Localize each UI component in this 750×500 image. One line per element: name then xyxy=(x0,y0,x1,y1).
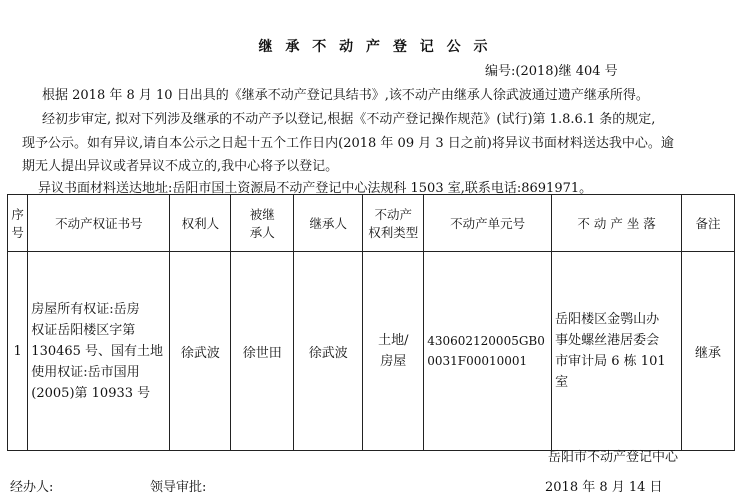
cell-cert-no: 房屋所有权证:岳房 权证岳阳楼区字第 130465 号、国有土地 使用权证:岳市国用 (2005)第 10933 号 xyxy=(28,252,170,451)
table-row xyxy=(8,252,735,451)
cell-heir: 徐武波 xyxy=(294,252,363,451)
header-cert-no: 不动产权证书号 xyxy=(28,195,170,252)
cell-owner: 徐武波 xyxy=(170,252,231,451)
header-note: 备注 xyxy=(682,195,735,252)
table-header-row xyxy=(8,195,735,252)
notice-title: 继 承 不 动 产 登 记 公 示 xyxy=(258,39,492,55)
paragraph-2-line-3: 期无人提出异议或者异议不成立的,我中心将予以登记。 xyxy=(22,159,339,174)
paragraph-1: 根据 2018 年 8 月 10 日出具的《继承不动产登记具结书》,该不动产由继承人徐武波通过遗产继承所得。 xyxy=(42,88,649,103)
issuing-center: 岳阳市不动产登记中心 xyxy=(548,450,679,465)
paragraph-2-line-2: 现予公示。如有异议,请自本公示之日起十五个工作日内(2018 年 09 月 3 日之前)将异议书面材料送达我中心。逾 xyxy=(22,136,674,151)
paragraph-2-line-1: 经初步审定, 拟对下列涉及继承的不动产予以登记,根据《不动产登记操作规范》(试行)第 1.8.6.1 条的规定, xyxy=(42,112,656,127)
cell-seq: 1 xyxy=(8,252,28,451)
header-seq: 序 号 xyxy=(8,195,28,252)
notice-number: 编号:(2018)继 404 号 xyxy=(485,64,618,79)
header-location: 不 动 产 坐 落 xyxy=(552,195,682,252)
cell-location: 岳阳楼区金鹗山办 事处螺丝港居委会 市审计局 6 栋 101 室 xyxy=(552,252,682,451)
cell-unit-no: 430602120005GB0 0031F00010001 xyxy=(424,252,552,451)
registration-table xyxy=(7,194,735,451)
header-heir: 继承人 xyxy=(294,195,363,252)
header-unit-no: 不动产单元号 xyxy=(424,195,552,252)
cell-right-type: 土地/ 房屋 xyxy=(363,252,424,451)
objection-address: 异议书面材料送达地址:岳阳市国土资源局不动产登记中心法规科 1503 室,联系电话:8691971。 xyxy=(38,181,593,196)
header-right-type: 不动产 权利类型 xyxy=(363,195,424,252)
leader-approval-label: 领导审批: xyxy=(150,480,207,495)
header-owner: 权利人 xyxy=(170,195,231,252)
cell-note: 继承 xyxy=(682,252,735,451)
header-deceased: 被继 承人 xyxy=(231,195,294,252)
issue-date: 2018 年 8 月 14 日 xyxy=(545,480,663,495)
cell-deceased: 徐世田 xyxy=(231,252,294,451)
handler-label: 经办人: xyxy=(10,480,54,495)
